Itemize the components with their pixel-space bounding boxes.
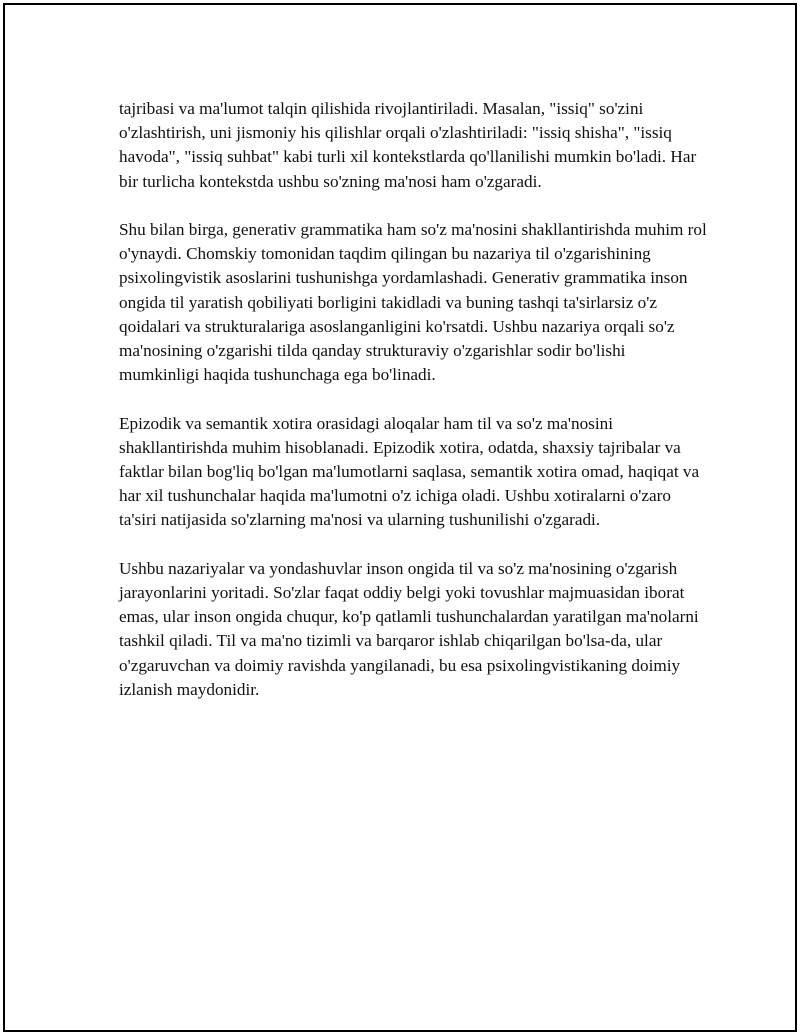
page-frame [3,3,797,1032]
paragraph-4: Ushbu nazariyalar va yondashuvlar inson ongida til va so'z ma'nosining o'zgarish jarayonlarini yoritadi. So'zlar faqat oddiy belgi yoki tovushlar majmuasidan iborat emas, ular inson ongida chuqur, ko'p qatlamli tushunchalardan yaratilgan ma'nolarni tashkil qiladi. Til va ma'no tizimli va barqaror ishlab chiqarilgan bo'lsa-da, ular o'zgaruvchan va doimiy ravishda yangilanadi, bu esa psixolingvistikaning doimiy izlanish maydonidir. [119,558,699,699]
document-body [119,97,709,726]
paragraph-2: Shu bilan birga, generativ grammatika ham so'z ma'nosini shakllantirishda muhim rol o'ynaydi. Chomskiy tomonidan taqdim qilingan bu nazariya til o'zgarishining psixolingvistik asoslarini tushunishga yordamlashadi. Generativ grammatika inson ongida til yaratish qobiliyati borligini takidladi va buning tashqi ta'sirlarsiz o'z qoidalari va strukturalariga asoslanganligini ko'rsatdi. Ushbu nazariya orqali so'z ma'nosining o'zgarishi tilda qanday strukturaviy o'zgarishlar sodir bo'lishi mumkinligi haqida tushunchaga ega bo'linadi. [119,220,707,385]
paragraph-1: tajribasi va ma'lumot talqin qilishida rivojlantiriladi. Masalan, "issiq" so'zini o'zlashtirish, uni jismoniy his qilishlar orqali o'zlashtiriladi: "issiq shisha", "issiq havoda", "issiq suhbat" kabi turli xil kontekstlarda qo'llanilishi mumkin bo'ladi. Har bir turlicha kontekstda ushbu so'zning ma'nosi ham o'zgaradi. [119,99,697,191]
paragraph-3: Epizodik va semantik xotira orasidagi aloqalar ham til va so'z ma'nosini shakllantirishda muhim hisoblanadi. Epizodik xotira, odatda, shaxsiy tajribalar va faktlar bilan bog'liq bo'lgan ma'lumotlarni saqlasa, semantik xotira omad, haqiqat va har xil tushunchalar haqida ma'lumotni o'z ichiga oladi. Ushbu xotiralarni o'zaro ta'siri natijasida so'zlarning ma'nosi va ularning tushunilishi o'zgaradi. [119,413,700,530]
